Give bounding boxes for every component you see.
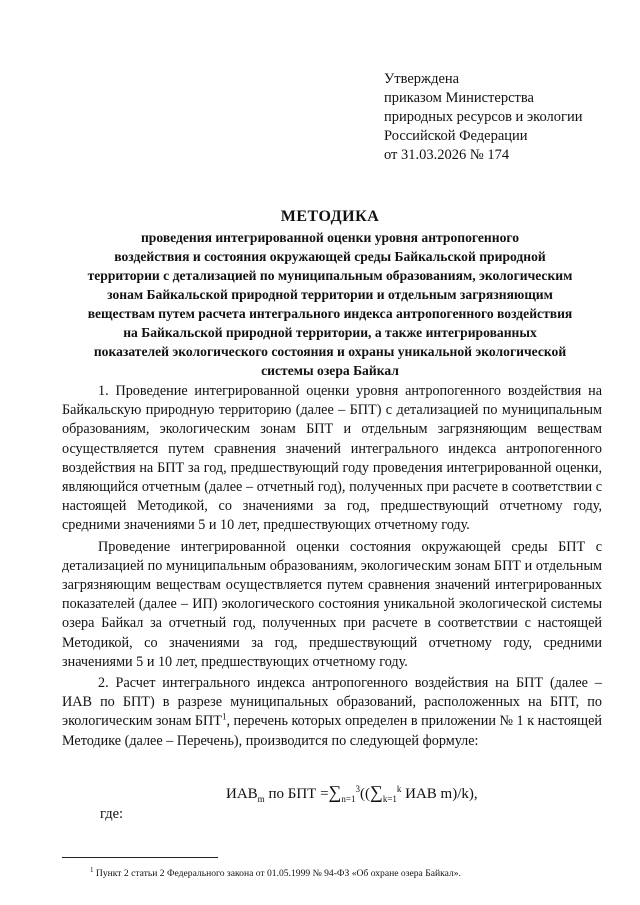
- sum-symbol-inner: ∑: [369, 782, 383, 802]
- formula-lhs-sub: m: [257, 794, 265, 804]
- document-subtitle: [40, 228, 620, 380]
- approval-line: природных ресурсов и экологии: [384, 109, 583, 125]
- inner-sum-upper: k: [396, 784, 402, 794]
- paragraph-2: Проведение интегрированной оценки состояния окружающей среды БПТ с детализацией по муниципальным образованиям, экологическим зонам БПТ и отдельным загрязняющим веществам осуществляется путем сравнения значений интегрированных показателей (далее – ИП) экологического состояния уникальной экологической системы озера Байкал за отчетный год, полученных при расчете в соответствии с настоящей Методикой, со значениями за год, предшествующий отчетному году, средними значениями 5 и 10 лет, предшествующих отчетному году.: [62, 538, 602, 670]
- document-title: МЕТОДИКА: [280, 208, 380, 225]
- footnote-text: Пункт 2 статьи 2 Федерального закона от 01.05.1999 № 94-ФЗ «Об охране озера Байкал».: [93, 868, 461, 880]
- inner-sum-lower: k=1: [382, 794, 397, 804]
- formula-lhs: ИАВ: [226, 786, 258, 802]
- paragraph-3-text: 2. Расчет интегрального индекса антропогенного воздействия на БПТ (далее – ИАВ по БПТ) в разрезе муниципальных образований, расположенных на БПТ, по экологическим зонам БПТ: [62, 675, 602, 730]
- footnote: [90, 866, 461, 879]
- formula-lhs-rest: по БПТ =: [264, 786, 329, 802]
- paragraph-3-text-cont: , перечень которых определен в приложении № 1 к настоящей Методике (далее – Перечень), производится по следующей формуле:: [62, 713, 602, 749]
- sum-symbol: ∑: [328, 782, 342, 802]
- approval-line: Российской Федерации: [384, 128, 528, 144]
- subtitle-line: проведения интегрированной оценки уровня антропогенного: [140, 230, 520, 245]
- paragraph-1: 1. Проведение интегрированной оценки уровня антропогенного воздействия на Байкальскую природную территорию (далее – БПТ) с детализацией по муниципальным образованиям, экологическим зонам БПТ и отдельным загрязняющим веществам осуществляется путем сравнения значений интегрального индекса антропогенного воздействия на БПТ за год, предшествующий году проведения интегрированной оценки, являющийся отчетным (далее – отчетный год), полученных при расчете в соответствии с настоящей Методикой, со значениями за год, предшествующий отчетному году, средними значениями 5 и 10 лет, предшествующих отчетному году.: [62, 383, 602, 534]
- outer-sum-upper: 3: [355, 784, 360, 794]
- subtitle-line: на Байкальской природной территории, а также интегрированных: [123, 325, 537, 340]
- approval-line: от 31.03.2026 № 174: [384, 147, 510, 163]
- subtitle-line: территории с детализацией по муниципальным образованиям, экологическим: [87, 268, 573, 283]
- approval-line: Утверждена: [384, 71, 460, 87]
- subtitle-line: показателей экологического состояния и охраны уникальной экологической: [93, 344, 567, 359]
- approval-block: [384, 70, 582, 165]
- subtitle-line: воздействия и состояния окружающей среды Байкальской природной: [114, 249, 546, 264]
- footnote-divider: [62, 857, 218, 858]
- formula-inner-expr: ИАВ m)/k),: [401, 786, 478, 802]
- outer-sum-lower: n=1: [341, 794, 356, 804]
- subtitle-line: зонам Байкальской природной территории и отдельным загрязняющим: [107, 287, 553, 302]
- subtitle-line: системы озера Байкал: [261, 363, 399, 378]
- formula: [226, 782, 478, 804]
- subtitle-line: веществам путем расчета интегрального индекса антропогенного воздействия: [87, 306, 573, 321]
- where-label: где:: [100, 806, 124, 822]
- footnote-mark: 1: [90, 866, 94, 874]
- formula-paren: ((: [359, 786, 370, 802]
- approval-line: приказом Министерства: [384, 90, 534, 106]
- footnote-ref[interactable]: 1: [221, 711, 227, 722]
- document-body: [62, 382, 602, 753]
- paragraph-3: [62, 674, 602, 751]
